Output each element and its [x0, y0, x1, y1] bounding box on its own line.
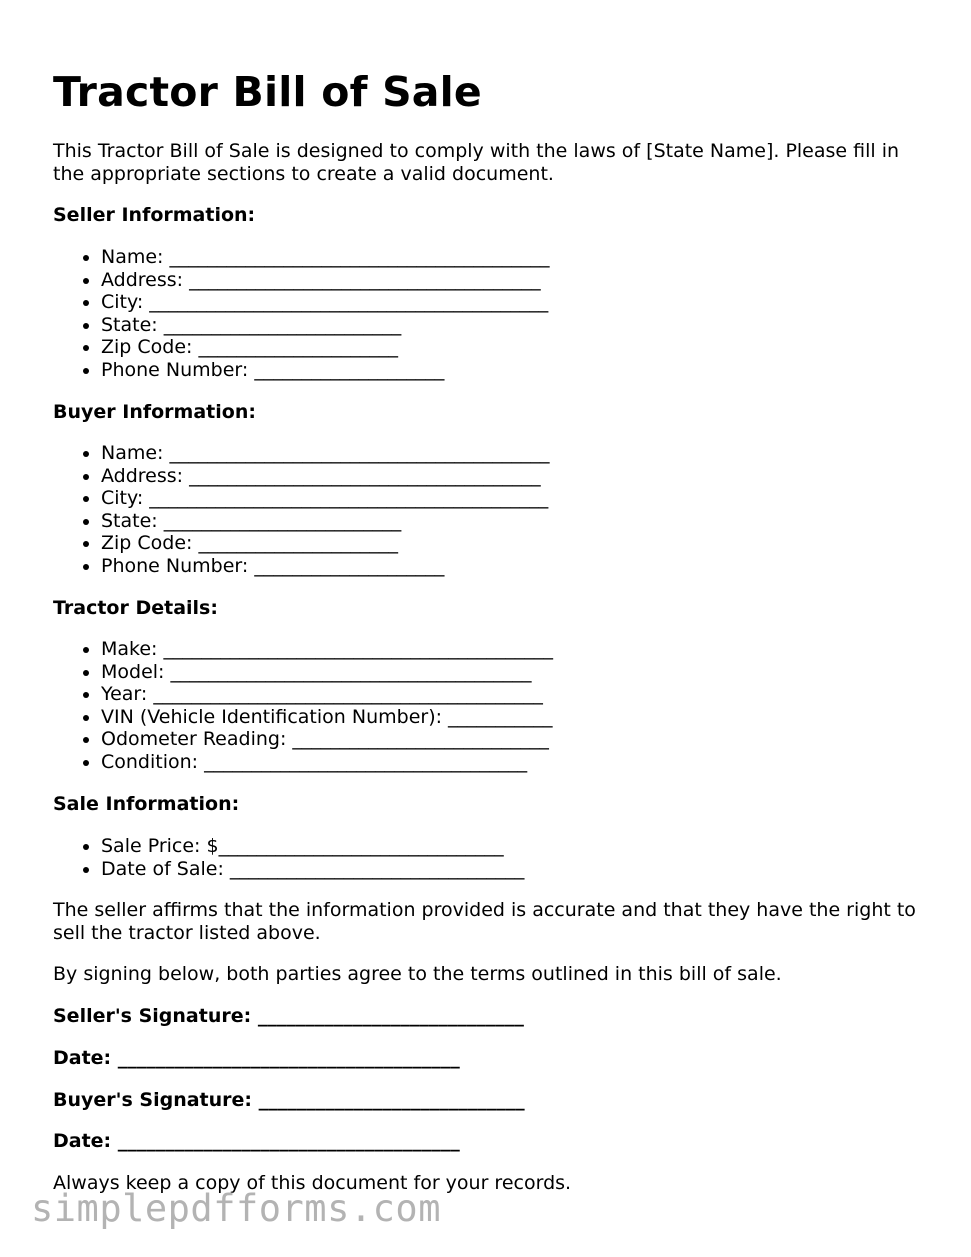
buyer-signature-field[interactable]: Buyer's Signature: ____________________________ [53, 1089, 525, 1111]
watermark: simplepdfforms.com [31, 1187, 441, 1230]
tractor-odometer-field[interactable]: • Odometer Reading: ___________________________ [101, 728, 553, 751]
buyer-list [53, 442, 550, 578]
seller-date-field[interactable]: Date: ____________________________________ [53, 1047, 460, 1069]
sale-heading: Sale Information: [53, 793, 240, 815]
sale-list [53, 835, 524, 880]
seller-signature-field[interactable]: Seller's Signature: ____________________________ [53, 1005, 524, 1027]
seller-name-field[interactable]: • Name: ________________________________________ [101, 246, 550, 269]
document-title: Tractor Bill of Sale [53, 68, 482, 116]
affirmation-paragraph: The seller affirms that the information provided is accurate and that they have the right to sell the tractor listed above. [53, 899, 916, 944]
tractor-list [53, 638, 553, 774]
intro-paragraph: This Tractor Bill of Sale is designed to comply with the laws of [State Name]. Please fill in the appropriate sections to create a valid document. [53, 140, 900, 185]
sale-date-field[interactable]: • Date of Sale: _______________________________ [101, 858, 524, 881]
buyer-phone-field[interactable]: • Phone Number: ____________________ [101, 555, 550, 578]
seller-zip-field[interactable]: • Zip Code: _____________________ [101, 336, 550, 359]
tractor-year-field[interactable]: • Year: _________________________________________ [101, 683, 553, 706]
seller-list [53, 246, 550, 382]
footer-note: Always keep a copy of this document for your records. [53, 1172, 572, 1194]
tractor-make-field[interactable]: • Make: _________________________________________ [101, 638, 553, 661]
tractor-model-field[interactable]: • Model: ______________________________________ [101, 661, 553, 684]
seller-city-field[interactable]: • City: __________________________________________ [101, 291, 550, 314]
tractor-heading: Tractor Details: [53, 597, 218, 619]
tractor-condition-field[interactable]: • Condition: __________________________________ [101, 751, 553, 774]
seller-state-field[interactable]: • State: _________________________ [101, 314, 550, 337]
buyer-name-field[interactable]: • Name: ________________________________________ [101, 442, 550, 465]
agreement-paragraph: By signing below, both parties agree to the terms outlined in this bill of sale. [53, 963, 782, 985]
buyer-heading: Buyer Information: [53, 401, 256, 423]
seller-address-field[interactable]: • Address: _____________________________________ [101, 269, 550, 292]
seller-heading: Seller Information: [53, 204, 256, 226]
sale-price-field[interactable]: • Sale Price: $______________________________ [101, 835, 524, 858]
tractor-vin-field[interactable]: • VIN (Vehicle Identification Number): ___________ [101, 706, 553, 729]
seller-phone-field[interactable]: • Phone Number: ____________________ [101, 359, 550, 382]
buyer-address-field[interactable]: • Address: _____________________________________ [101, 465, 550, 488]
buyer-date-field[interactable]: Date: ____________________________________ [53, 1130, 460, 1152]
buyer-city-field[interactable]: • City: __________________________________________ [101, 487, 550, 510]
buyer-state-field[interactable]: • State: _________________________ [101, 510, 550, 533]
buyer-zip-field[interactable]: • Zip Code: _____________________ [101, 532, 550, 555]
